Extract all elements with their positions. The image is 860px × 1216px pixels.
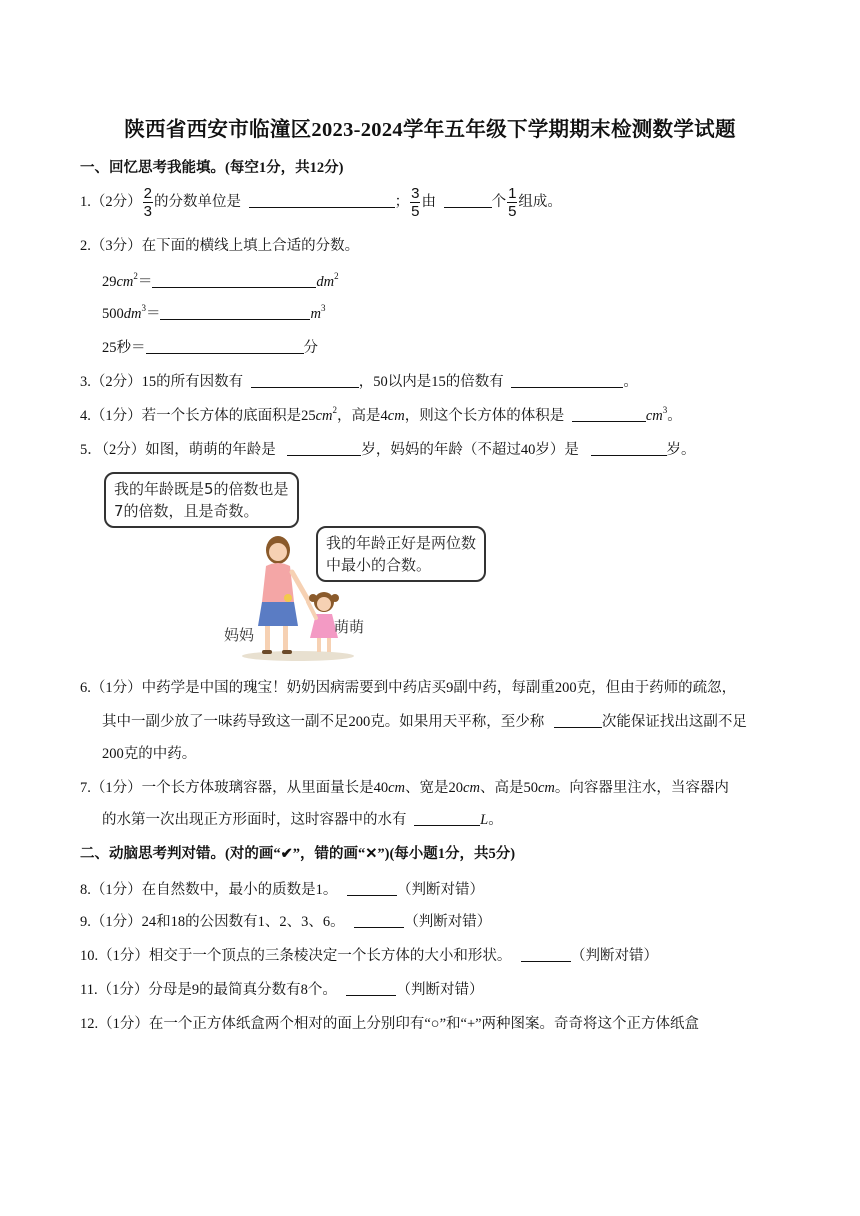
bubble-line: 我的年龄正好是两位数 bbox=[326, 534, 477, 552]
frac-num: 3 bbox=[411, 185, 420, 202]
answer-blank[interactable] bbox=[146, 339, 304, 354]
answer-blank[interactable] bbox=[152, 273, 316, 288]
q4-text-1: 4.（1分）若一个长方体的底面积是25 bbox=[80, 408, 316, 424]
answer-blank[interactable] bbox=[572, 407, 646, 422]
judge-hint: （判断对错） bbox=[397, 882, 484, 898]
q3-text-3: 。 bbox=[623, 374, 638, 390]
answer-blank[interactable] bbox=[414, 811, 480, 826]
question-10 bbox=[80, 944, 658, 965]
q2-row-3 bbox=[102, 336, 318, 357]
q3-text-1: 3.（2分）15的所有因数有 bbox=[80, 374, 244, 390]
answer-blank[interactable] bbox=[521, 947, 571, 962]
mom-face bbox=[269, 543, 287, 561]
answer-blank[interactable] bbox=[354, 913, 404, 928]
mother-daughter-illustration bbox=[238, 530, 378, 662]
q2-r2-exp: 3 bbox=[141, 303, 146, 313]
question-1 bbox=[80, 186, 562, 219]
q4-exp-1: 2 bbox=[332, 405, 338, 415]
answer-blank[interactable] bbox=[444, 193, 492, 208]
question-9 bbox=[80, 910, 491, 931]
q1-prefix: 1.（2分） bbox=[80, 193, 142, 210]
answer-blank[interactable] bbox=[249, 193, 395, 208]
bubble-line: 中最小的合数。 bbox=[326, 556, 432, 574]
q2-r1-target-exp: 2 bbox=[334, 271, 339, 281]
q2-r3-unit: 分 bbox=[303, 340, 318, 356]
q4-exp-3: 3 bbox=[662, 405, 668, 415]
q2-r3-value: 25秒＝ bbox=[102, 340, 146, 356]
q11-text: 11.（1分）分母是9的最简真分数有8个。 bbox=[80, 982, 337, 998]
q1-text-3: 个 bbox=[491, 193, 507, 210]
q1-separator: ； bbox=[394, 193, 410, 210]
unit-liter: L bbox=[480, 812, 489, 828]
bubble-line: 7的倍数，且是奇数。 bbox=[114, 502, 259, 520]
section-1-heading: 一、回忆思考我能填。(每空1分，共12分) bbox=[80, 160, 344, 176]
q5-text-3: 岁。 bbox=[666, 442, 696, 458]
section-2-heading: 二、动脑思考判对错。(对的画“✔”，错的画“✕”)(每小题1分，共5分) bbox=[80, 846, 516, 862]
q7-text-5: 的水第一次出现正方形面时，这时容器中的水有 bbox=[102, 812, 407, 828]
answer-blank[interactable] bbox=[251, 373, 359, 388]
q7-text-1: 7.（1分）一个长方体玻璃容器，从里面量长是40 bbox=[80, 780, 389, 796]
fraction-1-5 bbox=[507, 186, 517, 219]
question-7-line-1 bbox=[80, 776, 729, 797]
q10-text: 10.（1分）相交于一个顶点的三条棱决定一个长方体的大小和形状。 bbox=[80, 948, 512, 964]
answer-blank[interactable] bbox=[287, 441, 361, 456]
q2-r2-unit: dm bbox=[123, 306, 142, 322]
frac-num: 1 bbox=[508, 185, 517, 202]
q4-text-4: 。 bbox=[667, 408, 682, 424]
q1-text-2: 由 bbox=[421, 193, 436, 210]
q8-text: 8.（1分）在自然数中，最小的质数是1。 bbox=[80, 882, 338, 898]
q7-text-4: 。向容器里注水，当容器内 bbox=[554, 780, 729, 796]
q4-unit-3: cm bbox=[645, 408, 663, 424]
q2-r1-target-unit: dm bbox=[316, 274, 335, 290]
question-6-line-3: 200克的中药。 bbox=[102, 746, 197, 762]
answer-blank[interactable] bbox=[511, 373, 623, 388]
question-6-line-2 bbox=[102, 710, 747, 731]
q2-r1-value: 29 bbox=[102, 274, 117, 290]
answer-blank[interactable] bbox=[591, 441, 667, 456]
judge-hint: （判断对错） bbox=[396, 982, 484, 998]
unit-cm: cm bbox=[537, 780, 555, 796]
judge-hint: （判断对错） bbox=[571, 948, 658, 964]
q5-text-2: 岁，妈妈的年龄（不超过40岁）是 bbox=[361, 442, 579, 458]
mom-speech-bubble bbox=[104, 472, 299, 528]
q4-unit-1: cm bbox=[315, 408, 333, 424]
judge-hint: （判断对错） bbox=[404, 914, 492, 930]
question-4 bbox=[80, 404, 682, 425]
q5-figure bbox=[98, 468, 518, 664]
q5-text-1: 5．（2分）如图，萌萌的年龄是 bbox=[80, 442, 276, 458]
fraction-2-3 bbox=[143, 186, 153, 219]
question-5 bbox=[80, 438, 696, 459]
label-mom: 妈妈 bbox=[224, 626, 255, 644]
answer-blank[interactable] bbox=[346, 981, 396, 996]
unit-cm: cm bbox=[388, 780, 406, 796]
question-3 bbox=[80, 370, 638, 391]
q7-text-2: 、宽是20 bbox=[405, 780, 464, 796]
answer-blank[interactable] bbox=[554, 713, 602, 728]
q2-r2-target-unit: m bbox=[310, 306, 321, 322]
question-12: 12.（1分）在一个正方体纸盒两个相对的面上分别印有“○”和“+”两种图案。奇奇将这个正方体纸盒 bbox=[80, 1016, 700, 1032]
label-girl: 萌萌 bbox=[334, 618, 365, 636]
question-11 bbox=[80, 978, 483, 999]
q9-text: 9.（1分）24和18的公因数有1、2、3、6。 bbox=[80, 914, 345, 930]
question-7-line-2 bbox=[102, 808, 503, 829]
fraction-3-5 bbox=[410, 186, 420, 219]
question-8 bbox=[80, 878, 484, 899]
answer-blank[interactable] bbox=[347, 881, 397, 896]
q2-row-1 bbox=[102, 270, 339, 291]
answer-blank[interactable] bbox=[160, 305, 310, 320]
q6-text-2: 次能保证找出这副不足 bbox=[601, 714, 747, 730]
q1-text-1: 的分数单位是 bbox=[153, 193, 241, 210]
q1-text-4: 组成。 bbox=[518, 193, 562, 210]
equals: ＝ bbox=[145, 306, 161, 322]
mom-skirt bbox=[258, 602, 298, 626]
question-2: 2.（3分）在下面的横线上填上合适的分数。 bbox=[80, 238, 360, 254]
girl-face bbox=[317, 597, 331, 611]
q4-text-3: ，则这个长方体的体积是 bbox=[404, 408, 565, 424]
page-title: 陕西省西安市临潼区2023-2024学年五年级下学期期末检测数学试题 bbox=[124, 119, 736, 141]
q2-r1-exp: 2 bbox=[133, 271, 138, 281]
bubble-line: 我的年龄既是5的倍数也是 bbox=[114, 480, 289, 498]
q6-text-1: 其中一副少放了一味药导致这一副不足200克。如果用天平称，至少称 bbox=[102, 714, 545, 730]
q3-text-2: ，50以内是15的倍数有 bbox=[358, 374, 504, 390]
unit-cm: cm bbox=[463, 780, 480, 796]
q2-r1-unit: cm bbox=[116, 274, 134, 290]
q2-r2-target-exp: 3 bbox=[320, 303, 326, 313]
q2-row-2 bbox=[102, 302, 325, 323]
equals: ＝ bbox=[137, 274, 153, 290]
q7-text-3: 、高是50 bbox=[479, 780, 538, 796]
q7-text-6: 。 bbox=[488, 812, 503, 828]
question-6-line-1: 6.（1分）中药学是中国的瑰宝！奶奶因病需要到中药店买9副中药，每副重200克，但由于药师的疏忽， bbox=[80, 680, 737, 696]
frac-num: 2 bbox=[143, 185, 152, 202]
q2-r2-value: 500 bbox=[102, 306, 124, 322]
q4-text-2: ，高是4 bbox=[337, 408, 388, 424]
frac-den: 3 bbox=[143, 203, 152, 220]
frac-den: 5 bbox=[411, 203, 420, 220]
frac-den: 5 bbox=[508, 203, 517, 220]
q4-unit-2: cm bbox=[387, 408, 405, 424]
